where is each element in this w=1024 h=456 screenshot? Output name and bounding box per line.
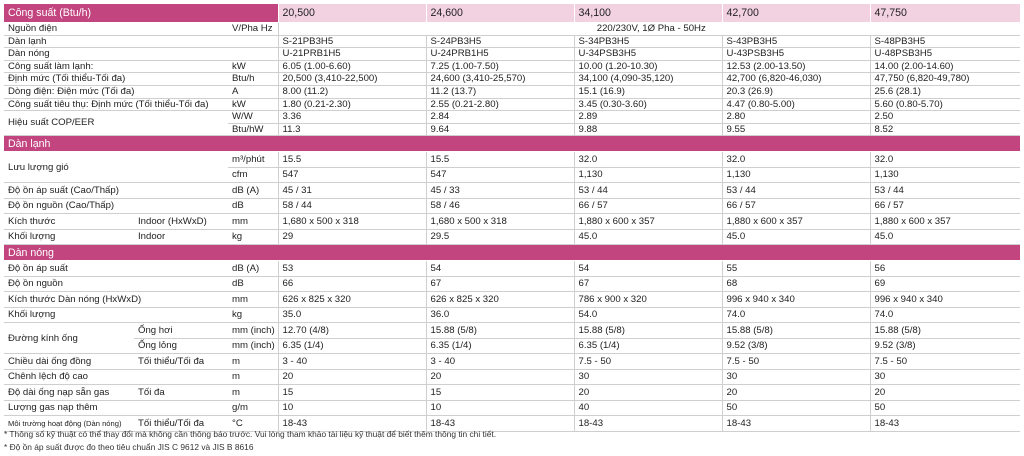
pipe-gas-4: 15.88 (5/8): [722, 323, 870, 339]
cooling-kw-3: 10.00 (1.20-10.30): [574, 60, 722, 73]
indoor-noise-pressure-row: [4, 183, 1020, 199]
outdoor-weight-3: 54.0: [574, 307, 722, 323]
outdoor-model-5: U-48PSB3H5: [870, 48, 1020, 61]
pipe-gas-1: 12.70 (4/8): [278, 323, 426, 339]
current-3: 15.1 (16.9): [574, 85, 722, 98]
indoor-weight-unit: kg: [228, 229, 278, 245]
pipe-length-2: 3 - 40: [426, 354, 574, 370]
airflow-label: Lưu lượng gió: [4, 152, 228, 183]
cooling-kw-4: 12.53 (2.00-13.50): [722, 60, 870, 73]
additional-gas-1: 10: [278, 400, 426, 416]
indoor-noise-power-5: 66 / 57: [870, 198, 1020, 214]
height-diff-1: 20: [278, 369, 426, 385]
airflow-cfm-unit: cfm: [228, 167, 278, 183]
pipe-liquid-4: 9.52 (3/8): [722, 338, 870, 354]
indoor-model-1: S-21PB3H5: [278, 35, 426, 48]
capacity-col-3: 34,100: [574, 4, 722, 23]
power-input-5: 5.60 (0.80-5.70): [870, 98, 1020, 111]
outdoor-dimensions-unit: mm: [228, 292, 278, 308]
capacity-col-4: 42,700: [722, 4, 870, 23]
outdoor-noise-pressure-label: Độ ồn áp suất: [4, 261, 228, 277]
cooling-kw-1: 6.05 (1.00-6.60): [278, 60, 426, 73]
outdoor-model-row: [4, 48, 1020, 61]
airflow-m3-3: 32.0: [574, 152, 722, 168]
indoor-noise-power-row: [4, 198, 1020, 214]
cooling-btu-unit: Btu/h: [228, 73, 278, 86]
operating-range-label: Môi trường hoạt động (Dàn nóng): [4, 416, 134, 432]
indoor-dimensions-label: Kích thước: [4, 214, 134, 230]
indoor-noise-pressure-3: 53 / 44: [574, 183, 722, 199]
outdoor-dimensions-label: Kích thước Dàn nóng (HxWxD): [4, 292, 228, 308]
outdoor-noise-pressure-1: 53: [278, 261, 426, 277]
outdoor-noise-power-4: 68: [722, 276, 870, 292]
precharged-length-2: 15: [426, 385, 574, 401]
pipe-gas-sublabel: Ống hơi: [134, 323, 228, 339]
indoor-model-2: S-24PB3H5: [426, 35, 574, 48]
cooling-kw-5: 14.00 (2.00-14.60): [870, 60, 1020, 73]
indoor-noise-power-unit: dB: [228, 198, 278, 214]
indoor-dimensions-unit: mm: [228, 214, 278, 230]
cooling-btu-4: 42,700 (6,820-46,030): [722, 73, 870, 86]
pipe-gas-5: 15.88 (5/8): [870, 323, 1020, 339]
pipe-gas-row: [4, 323, 1020, 339]
airflow-m3-unit: m³/phút: [228, 152, 278, 168]
eer-1: 11.3: [278, 123, 426, 136]
height-diff-2: 20: [426, 369, 574, 385]
pipe-length-label: Chiều dài ống đồng: [4, 354, 134, 370]
precharged-length-label: Độ dài ống nạp sẵn gas: [4, 385, 134, 401]
indoor-dimensions-1: 1,680 x 500 x 318: [278, 214, 426, 230]
outdoor-model-label: Dàn nóng: [4, 48, 278, 61]
outdoor-section-row: [4, 245, 1020, 261]
outdoor-weight-4: 74.0: [722, 307, 870, 323]
indoor-dimensions-5: 1,880 x 600 x 357: [870, 214, 1020, 230]
indoor-noise-power-1: 58 / 44: [278, 198, 426, 214]
indoor-dimensions-3: 1,880 x 600 x 357: [574, 214, 722, 230]
footnotes: [4, 428, 496, 454]
pipe-gas-2: 15.88 (5/8): [426, 323, 574, 339]
indoor-noise-power-4: 66 / 57: [722, 198, 870, 214]
operating-range-4: 18-43: [722, 416, 870, 432]
additional-gas-3: 40: [574, 400, 722, 416]
operating-range-sublabel: Tối thiểu/Tối đa: [134, 416, 228, 432]
indoor-model-label: Dàn lạnh: [4, 35, 278, 48]
indoor-noise-pressure-label: Độ ồn áp suất (Cao/Thấp): [4, 183, 228, 199]
outdoor-weight-label: Khối lượng: [4, 307, 228, 323]
airflow-cfm-4: 1,130: [722, 167, 870, 183]
outdoor-noise-pressure-5: 56: [870, 261, 1020, 277]
cooling-kw-row: [4, 60, 1020, 73]
cop-1: 3.36: [278, 111, 426, 124]
precharged-length-1: 15: [278, 385, 426, 401]
power-input-2: 2.55 (0.21-2.80): [426, 98, 574, 111]
indoor-noise-pressure-unit: dB (A): [228, 183, 278, 199]
indoor-noise-power-3: 66 / 57: [574, 198, 722, 214]
cooling-kw-label: Công suất làm lạnh:: [4, 60, 228, 73]
footnote-2: * Độ ồn áp suất được đo theo tiêu chuẩn JIS C 9612 và JIS B 8616: [4, 442, 254, 452]
pipe-length-3: 7.5 - 50: [574, 354, 722, 370]
current-label: Dòng điện: Điện mức (Tối đa): [4, 85, 228, 98]
cop-5: 2.50: [870, 111, 1020, 124]
precharged-length-sublabel: Tối đa: [134, 385, 228, 401]
power-input-1: 1.80 (0.21-2.30): [278, 98, 426, 111]
indoor-weight-3: 45.0: [574, 229, 722, 245]
outdoor-noise-power-label: Độ ồn nguồn: [4, 276, 228, 292]
capacity-header-row: [4, 4, 1020, 23]
indoor-section-row: [4, 136, 1020, 152]
outdoor-model-1: U-21PRB1H5: [278, 48, 426, 61]
current-unit: A: [228, 85, 278, 98]
operating-range-unit: °C: [228, 416, 278, 432]
indoor-model-row: [4, 35, 1020, 48]
airflow-m3-row: [4, 152, 1020, 168]
airflow-m3-1: 15.5: [278, 152, 426, 168]
cooling-btu-row: [4, 73, 1020, 86]
airflow-cfm-3: 1,130: [574, 167, 722, 183]
capacity-col-5: 47,750: [870, 4, 1020, 23]
indoor-noise-pressure-2: 45 / 33: [426, 183, 574, 199]
outdoor-noise-power-2: 67: [426, 276, 574, 292]
cop-3: 2.89: [574, 111, 722, 124]
cooling-btu-2: 24,600 (3,410-25,570): [426, 73, 574, 86]
pipe-liquid-3: 6.35 (1/4): [574, 338, 722, 354]
indoor-weight-4: 45.0: [722, 229, 870, 245]
indoor-weight-1: 29: [278, 229, 426, 245]
cooling-btu-3: 34,100 (4,090-35,120): [574, 73, 722, 86]
indoor-dimensions-row: [4, 214, 1020, 230]
pipe-liquid-1: 6.35 (1/4): [278, 338, 426, 354]
outdoor-weight-5: 74.0: [870, 307, 1020, 323]
indoor-model-3: S-34PB3H5: [574, 35, 722, 48]
operating-range-2: 18-43: [426, 416, 574, 432]
power-input-3: 3.45 (0.30-3.60): [574, 98, 722, 111]
outdoor-noise-pressure-row: [4, 261, 1020, 277]
eer-2: 9.64: [426, 123, 574, 136]
pipe-liquid-unit: mm (inch): [228, 338, 278, 354]
eer-3: 9.88: [574, 123, 722, 136]
power-input-unit: kW: [228, 98, 278, 111]
pipe-liquid-row: [4, 338, 1020, 354]
airflow-cfm-2: 547: [426, 167, 574, 183]
pipe-diameter-label: Đường kính ống: [4, 323, 134, 354]
cop-label: Hiệu suất COP/EER: [4, 111, 228, 136]
additional-gas-5: 50: [870, 400, 1020, 416]
indoor-noise-pressure-4: 53 / 44: [722, 183, 870, 199]
cop-2: 2.84: [426, 111, 574, 124]
indoor-dimensions-4: 1,880 x 600 x 357: [722, 214, 870, 230]
outdoor-model-2: U-24PRB1H5: [426, 48, 574, 61]
airflow-cfm-1: 547: [278, 167, 426, 183]
pipe-length-sublabel: Tối thiểu/Tối đa: [134, 354, 228, 370]
additional-gas-2: 10: [426, 400, 574, 416]
indoor-section-title: Dàn lạnh: [4, 136, 1020, 152]
outdoor-noise-pressure-4: 55: [722, 261, 870, 277]
outdoor-model-4: U-43PSB3H5: [722, 48, 870, 61]
cop-row: [4, 111, 1020, 124]
indoor-noise-power-2: 58 / 46: [426, 198, 574, 214]
pipe-length-5: 7.5 - 50: [870, 354, 1020, 370]
eer-4: 9.55: [722, 123, 870, 136]
current-5: 25.6 (28.1): [870, 85, 1020, 98]
capacity-header-label: Công suất (Btu/h): [4, 4, 278, 23]
precharged-length-5: 20: [870, 385, 1020, 401]
pipe-length-row: [4, 354, 1020, 370]
cop-4: 2.80: [722, 111, 870, 124]
current-1: 8.00 (11.2): [278, 85, 426, 98]
height-diff-5: 30: [870, 369, 1020, 385]
pipe-liquid-2: 6.35 (1/4): [426, 338, 574, 354]
pipe-liquid-sublabel: Ống lỏng: [134, 338, 228, 354]
pipe-gas-unit: mm (inch): [228, 323, 278, 339]
outdoor-noise-power-3: 67: [574, 276, 722, 292]
precharged-length-unit: m: [228, 385, 278, 401]
precharged-length-4: 20: [722, 385, 870, 401]
power-supply-unit: V/Pha Hz: [228, 23, 278, 36]
indoor-noise-pressure-5: 53 / 44: [870, 183, 1020, 199]
airflow-cfm-5: 1,130: [870, 167, 1020, 183]
height-diff-label: Chênh lệch độ cao: [4, 369, 228, 385]
current-row: [4, 85, 1020, 98]
airflow-m3-4: 32.0: [722, 152, 870, 168]
height-diff-unit: m: [228, 369, 278, 385]
outdoor-dimensions-3: 786 x 900 x 320: [574, 292, 722, 308]
cooling-btu-5: 47,750 (6,820-49,780): [870, 73, 1020, 86]
additional-gas-label: Lượng gas nạp thêm: [4, 400, 228, 416]
footnote-1: * Thông số kỹ thuật có thể thay đổi mà không cần thông báo trước. Vui lòng tham khảo tài liệu kỹ thuật để biết thêm thông tin chi tiết.: [4, 429, 497, 439]
power-input-label: Công suất tiêu thụ: Định mức (Tối thiểu-Tối đa): [4, 98, 228, 111]
operating-range-3: 18-43: [574, 416, 722, 432]
capacity-col-1: 20,500: [278, 4, 426, 23]
specification-table: [4, 4, 1020, 432]
eer-unit: Btu/hW: [228, 123, 278, 136]
outdoor-weight-row: [4, 307, 1020, 323]
precharged-length-row: [4, 385, 1020, 401]
outdoor-model-3: U-34PSB3H5: [574, 48, 722, 61]
cooling-btu-1: 20,500 (3,410-22,500): [278, 73, 426, 86]
outdoor-weight-1: 35.0: [278, 307, 426, 323]
outdoor-section-title: Dàn nóng: [4, 245, 1020, 261]
height-diff-3: 30: [574, 369, 722, 385]
indoor-weight-5: 45.0: [870, 229, 1020, 245]
outdoor-dimensions-5: 996 x 940 x 340: [870, 292, 1020, 308]
additional-gas-unit: g/m: [228, 400, 278, 416]
pipe-length-4: 7.5 - 50: [722, 354, 870, 370]
indoor-weight-label: Khối lượng: [4, 229, 134, 245]
capacity-col-2: 24,600: [426, 4, 574, 23]
cooling-kw-unit: kW: [228, 60, 278, 73]
current-4: 20.3 (26.9): [722, 85, 870, 98]
airflow-m3-2: 15.5: [426, 152, 574, 168]
additional-gas-row: [4, 400, 1020, 416]
power-input-4: 4.47 (0.80-5.00): [722, 98, 870, 111]
outdoor-noise-power-1: 66: [278, 276, 426, 292]
operating-range-5: 18-43: [870, 416, 1020, 432]
outdoor-weight-2: 36.0: [426, 307, 574, 323]
power-input-row: [4, 98, 1020, 111]
pipe-liquid-5: 9.52 (3/8): [870, 338, 1020, 354]
indoor-dimensions-2: 1,680 x 500 x 318: [426, 214, 574, 230]
current-2: 11.2 (13.7): [426, 85, 574, 98]
additional-gas-4: 50: [722, 400, 870, 416]
pipe-length-1: 3 - 40: [278, 354, 426, 370]
eer-5: 8.52: [870, 123, 1020, 136]
outdoor-dimensions-1: 626 x 825 x 320: [278, 292, 426, 308]
outdoor-weight-unit: kg: [228, 307, 278, 323]
power-supply-value: 220/230V, 1Ø Pha - 50Hz: [278, 23, 1020, 36]
indoor-dimensions-sublabel: Indoor (HxWxD): [134, 214, 228, 230]
outdoor-noise-power-unit: dB: [228, 276, 278, 292]
outdoor-noise-power-row: [4, 276, 1020, 292]
outdoor-noise-pressure-unit: dB (A): [228, 261, 278, 277]
indoor-weight-sublabel: Indoor: [134, 229, 228, 245]
pipe-gas-3: 15.88 (5/8): [574, 323, 722, 339]
operating-range-1: 18-43: [278, 416, 426, 432]
airflow-m3-5: 32.0: [870, 152, 1020, 168]
indoor-weight-row: [4, 229, 1020, 245]
power-supply-row: [4, 23, 1020, 36]
height-diff-row: [4, 369, 1020, 385]
outdoor-dimensions-2: 626 x 825 x 320: [426, 292, 574, 308]
indoor-noise-power-label: Độ ồn nguồn (Cao/Thấp): [4, 198, 228, 214]
outdoor-dimensions-4: 996 x 940 x 340: [722, 292, 870, 308]
power-supply-label: Nguồn điện: [4, 23, 228, 36]
cop-unit: W/W: [228, 111, 278, 124]
height-diff-4: 30: [722, 369, 870, 385]
indoor-weight-2: 29.5: [426, 229, 574, 245]
indoor-model-4: S-43PB3H5: [722, 35, 870, 48]
pipe-length-unit: m: [228, 354, 278, 370]
outdoor-noise-pressure-3: 54: [574, 261, 722, 277]
outdoor-dimensions-row: [4, 292, 1020, 308]
outdoor-noise-power-5: 69: [870, 276, 1020, 292]
precharged-length-3: 20: [574, 385, 722, 401]
indoor-model-5: S-48PB3H5: [870, 35, 1020, 48]
indoor-noise-pressure-1: 45 / 31: [278, 183, 426, 199]
outdoor-noise-pressure-2: 54: [426, 261, 574, 277]
cooling-kw-2: 7.25 (1.00-7.50): [426, 60, 574, 73]
cooling-btu-label: Định mức (Tối thiểu-Tối đa): [4, 73, 228, 86]
